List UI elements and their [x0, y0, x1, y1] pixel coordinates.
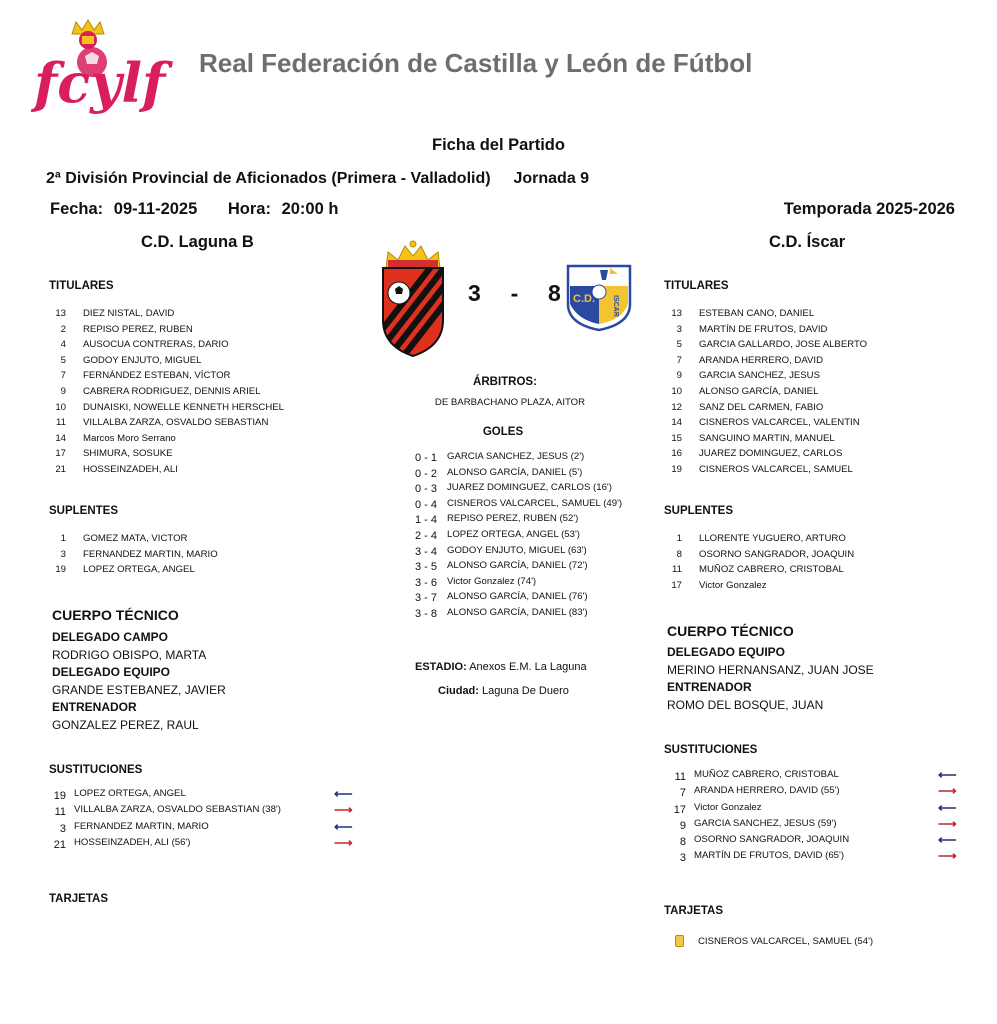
player-name: ARANDA HERRERO, DAVID	[699, 354, 824, 366]
sub-player-name: HOSSEINZADEH, ALI (56')	[74, 836, 191, 848]
player-row	[662, 531, 854, 547]
away-cards-list	[675, 935, 873, 947]
federation-title: Real Federación de Castilla y León de Fútbol	[199, 48, 753, 78]
arrow-left-icon: ⟵	[334, 786, 353, 801]
score-separator: -	[510, 280, 520, 306]
player-row	[46, 446, 284, 462]
hora-value: 20:00 h	[281, 200, 339, 218]
substitution-row	[50, 804, 360, 820]
sub-player-name: MUÑOZ CABRERO, CRISTOBAL	[694, 769, 839, 780]
player-row	[46, 368, 284, 384]
city-name: Laguna De Duero	[482, 685, 569, 697]
staff-role: ENTRENADOR	[52, 700, 137, 715]
player-row	[662, 384, 867, 400]
player-row	[662, 368, 867, 384]
sub-player-name: ARANDA HERRERO, DAVID (55')	[694, 785, 840, 797]
arrow-left-icon: ⟵	[938, 799, 957, 815]
goal-score: 3 - 4	[414, 545, 437, 558]
goal-score: 3 - 7	[414, 592, 437, 605]
goal-score: 0 - 3	[414, 483, 437, 496]
player-number: 7	[60, 370, 66, 382]
home-cards-label: TARJETAS	[49, 893, 108, 905]
home-staff-list	[52, 629, 226, 735]
away-staff-label: CUERPO TÉCNICO	[667, 623, 794, 639]
referee-name: DE BARBACHANO PLAZA, AITOR	[434, 397, 586, 408]
fecha-value: 09-11-2025	[113, 200, 198, 218]
goal-scorer: CISNEROS VALCARCEL, SAMUEL (49')	[447, 497, 623, 509]
player-number: 16	[671, 448, 682, 460]
svg-text:ISCAR: ISCAR	[612, 295, 619, 317]
arrow-left-icon: ⟵	[938, 832, 957, 848]
staff-name: GONZALEZ PEREZ, RAUL	[52, 717, 199, 732]
goal-scorer: ALONSO GARCÍA, DANIEL (5')	[447, 466, 583, 478]
player-row	[662, 322, 867, 338]
staff-role: DELEGADO EQUIPO	[52, 665, 171, 680]
sub-number: 8	[679, 836, 686, 849]
player-number: 11	[56, 417, 66, 429]
player-name: GARCIA SANCHEZ, JESUS	[699, 370, 821, 382]
player-name: GODOY ENJUTO, MIGUEL	[83, 354, 202, 366]
arrow-left-icon: ⟵	[334, 818, 353, 834]
city-line	[438, 685, 569, 697]
player-row	[46, 547, 218, 563]
away-team-crest	[566, 264, 632, 332]
goal-score: 0 - 2	[414, 467, 437, 480]
player-name: SANZ DEL CARMEN, FABIO	[699, 401, 824, 413]
goal-scorer: REPISO PEREZ, RUBEN (52')	[447, 513, 579, 525]
player-row	[662, 306, 867, 322]
player-name: GARCIA GALLARDO, JOSE ALBERTO	[699, 339, 868, 351]
player-number: 15	[671, 432, 682, 444]
player-name: MARTÍN DE FRUTOS, DAVID	[699, 323, 828, 335]
goal-score: 3 - 6	[414, 576, 437, 589]
away-cards-label: TARJETAS	[664, 905, 723, 917]
player-row	[46, 322, 284, 338]
player-row	[46, 562, 218, 578]
sub-number: 11	[674, 771, 686, 783]
player-row	[662, 462, 867, 478]
player-number: 2	[60, 323, 66, 335]
sub-player-name: GARCIA SANCHEZ, JESUS (59')	[694, 817, 837, 829]
goal-score: 3 - 5	[414, 561, 437, 574]
svg-text:C.D.: C.D.	[573, 293, 595, 305]
player-name: FERNANDEZ MARTIN, MARIO	[83, 548, 218, 560]
player-number: 3	[60, 548, 66, 560]
player-name: LLORENTE YUGUERO, ARTURO	[699, 533, 846, 544]
federation-logo	[32, 16, 166, 120]
player-number: 17	[55, 448, 66, 460]
substitution-row	[670, 799, 960, 818]
player-name: DUNAISKI, NOWELLE KENNETH HERSCHEL	[83, 401, 284, 413]
goal-scorer: JUAREZ DOMINGUEZ, CARLOS (16')	[447, 482, 612, 494]
home-titulares-label: TITULARES	[49, 280, 114, 292]
staff-name: MERINO HERNANSANZ, JUAN JOSE	[667, 662, 874, 677]
player-number: 19	[671, 463, 682, 475]
player-row	[662, 431, 867, 447]
player-number: 14	[671, 417, 682, 429]
goal-scorer: Victor Gonzalez (74')	[447, 575, 537, 587]
player-number: 17	[671, 579, 682, 591]
player-name: CABRERA RODRIGUEZ, DENNIS ARIEL	[83, 385, 261, 397]
staff-role: ENTRENADOR	[667, 680, 752, 695]
goal-score: 3 - 8	[414, 607, 437, 620]
arrow-left-icon: ⟵	[938, 767, 957, 782]
player-row	[46, 306, 284, 322]
player-row	[46, 337, 284, 353]
goal-score: 1 - 4	[414, 514, 437, 527]
staff-role: DELEGADO EQUIPO	[667, 645, 786, 659]
player-number: 21	[55, 463, 66, 475]
player-number: 5	[676, 339, 682, 351]
player-name: FERNÁNDEZ ESTEBAN, VÍCTOR	[83, 370, 231, 382]
stadium-label: ESTADIO:	[415, 661, 467, 673]
final-score	[468, 280, 562, 307]
staff-name: RODRIGO OBISPO, MARTA	[52, 647, 207, 662]
division-line	[46, 170, 589, 188]
goal-scorer: GARCIA SANCHEZ, JESUS (2')	[447, 451, 585, 462]
goals-label: GOLES	[482, 426, 524, 438]
player-number: 11	[672, 564, 682, 576]
player-name: Marcos Moro Serrano	[83, 432, 176, 444]
goal-scorer: GODOY ENJUTO, MIGUEL (63')	[447, 544, 587, 556]
player-number: 9	[60, 385, 66, 397]
goal-scorer: ALONSO GARCÍA, DANIEL (83')	[447, 606, 588, 618]
player-row	[662, 353, 867, 369]
away-suplentes-label: SUPLENTES	[664, 505, 734, 517]
player-name: JUAREZ DOMINGUEZ, CARLOS	[699, 448, 843, 460]
home-team-crest	[380, 238, 446, 358]
goal-score: 0 - 4	[414, 498, 437, 511]
home-subs-label: SUSTITUCIONES	[49, 764, 143, 776]
goal-row	[0, 498, 997, 514]
player-number: 10	[671, 385, 682, 397]
goal-scorer: LOPEZ ORTEGA, ANGEL (53')	[447, 528, 580, 540]
home-suplentes-label: SUPLENTES	[49, 505, 119, 517]
player-row	[662, 547, 854, 563]
player-row	[46, 384, 284, 400]
player-number: 19	[55, 564, 66, 576]
arrow-right-icon: ⟶	[938, 848, 957, 864]
player-name: SANGUINO MARTIN, MANUEL	[699, 432, 835, 444]
sub-number: 3	[59, 822, 66, 835]
player-number: 5	[60, 354, 66, 366]
substitution-row	[50, 818, 360, 837]
home-staff-label: CUERPO TÉCNICO	[52, 607, 179, 623]
away-suplentes-list	[662, 531, 854, 593]
sub-player-name: FERNANDEZ MARTIN, MARIO	[74, 820, 209, 832]
player-number: 12	[671, 401, 682, 413]
player-name: AUSOCUA CONTRERAS, DARIO	[83, 339, 229, 351]
substitution-row	[670, 850, 960, 866]
substitution-row	[50, 788, 360, 804]
player-row	[662, 337, 867, 353]
referees-label: ÁRBITROS:	[473, 376, 537, 388]
player-number: 4	[60, 339, 66, 351]
goal-scorer: ALONSO GARCÍA, DANIEL (76')	[447, 591, 588, 603]
goal-score: 2 - 4	[414, 529, 437, 542]
player-number: 13	[671, 308, 682, 319]
sub-player-name: LOPEZ ORTEGA, ANGEL	[74, 788, 186, 799]
goal-row	[0, 591, 997, 607]
player-number: 14	[55, 432, 66, 444]
goal-row	[0, 513, 997, 529]
away-team-name: C.D. Íscar	[769, 233, 846, 251]
player-number: 3	[676, 323, 682, 335]
sub-player-name: OSORNO SANGRADOR, JOAQUIN	[694, 834, 850, 846]
staff-role: DELEGADO CAMPO	[52, 630, 169, 644]
player-name: OSORNO SANGRADOR, JOAQUIN	[699, 548, 855, 560]
player-row	[662, 415, 867, 431]
home-score: 3	[468, 280, 482, 306]
player-row	[46, 400, 284, 416]
player-row	[662, 578, 854, 594]
player-row	[662, 400, 867, 416]
substitution-row	[670, 815, 960, 834]
player-name: LOPEZ ORTEGA, ANGEL	[83, 564, 195, 576]
player-number: 1	[60, 533, 66, 544]
away-titulares-list	[662, 306, 867, 478]
home-subs-list	[50, 788, 360, 853]
away-subs-list	[670, 769, 960, 867]
player-number: 10	[55, 401, 66, 413]
away-staff-list	[667, 644, 874, 714]
player-name: ESTEBAN CANO, DANIEL	[699, 308, 815, 319]
sub-player-name: MARTÍN DE FRUTOS, DAVID (65')	[694, 850, 845, 862]
card-player-name: CISNEROS VALCARCEL, SAMUEL (54')	[698, 935, 874, 947]
away-titulares-label: TITULARES	[664, 280, 729, 292]
hora-label: Hora:	[227, 200, 271, 218]
goal-score: 0 - 1	[414, 452, 437, 464]
sheet-title: Ficha del Partido	[432, 136, 565, 154]
home-team-name: C.D. Laguna B	[141, 233, 254, 251]
sub-number: 9	[679, 819, 686, 832]
yellow-card-icon	[675, 935, 684, 947]
player-name: GOMEZ MATA, VICTOR	[83, 533, 188, 544]
player-row	[46, 415, 284, 431]
substitution-row	[670, 785, 960, 801]
substitution-row	[50, 834, 360, 853]
away-subs-label: SUSTITUCIONES	[664, 744, 758, 756]
season: Temporada 2025-2026	[783, 200, 955, 218]
staff-name: ROMO DEL BOSQUE, JUAN	[667, 697, 824, 712]
staff-name: GRANDE ESTEBANEZ, JAVIER	[52, 682, 226, 697]
player-number: 13	[55, 308, 66, 319]
crown-icon	[72, 20, 104, 49]
player-name: Victor Gonzalez	[699, 579, 767, 591]
player-name: CISNEROS VALCARCEL, SAMUEL	[699, 463, 853, 475]
player-name: CISNEROS VALCARCEL, VALENTIN	[699, 417, 860, 429]
goal-row	[0, 482, 997, 498]
player-name: ALONSO GARCÍA, DANIEL	[699, 385, 819, 397]
sub-number: 11	[54, 806, 66, 819]
player-name: HOSSEINZADEH, ALI	[83, 463, 178, 475]
player-row	[46, 431, 284, 447]
city-label: Ciudad:	[438, 685, 479, 697]
sub-player-name: Victor Gonzalez	[694, 801, 762, 813]
player-row	[46, 462, 284, 478]
division-name: 2ª División Provincial de Aficionados (Primera - Valladolid)	[46, 170, 491, 187]
sub-number: 3	[679, 852, 686, 865]
stadium-line	[415, 661, 587, 673]
home-suplentes-list	[46, 531, 218, 578]
player-number: 8	[676, 548, 682, 560]
player-row	[662, 562, 854, 578]
arrow-right-icon: ⟶	[334, 802, 353, 818]
player-name: MUÑOZ CABRERO, CRISTOBAL	[699, 564, 844, 576]
player-name: REPISO PEREZ, RUBEN	[83, 323, 193, 335]
substitution-row	[670, 834, 960, 850]
arrow-right-icon: ⟶	[938, 783, 957, 799]
player-number: 9	[676, 370, 682, 382]
player-row	[46, 531, 218, 547]
player-name: SHIMURA, SOSUKE	[83, 448, 173, 460]
date-time-line	[50, 200, 338, 219]
sub-number: 7	[679, 787, 686, 800]
player-row	[662, 446, 867, 462]
home-titulares-list	[46, 306, 284, 478]
sub-number: 19	[53, 790, 66, 802]
arrow-right-icon: ⟶	[938, 815, 957, 831]
sub-player-name: VILLALBA ZARZA, OSVALDO SEBASTIAN (38')	[74, 804, 281, 816]
sub-number: 21	[53, 838, 66, 851]
svg-text:fcylf: fcylf	[34, 51, 166, 115]
player-number: 1	[676, 533, 682, 544]
fecha-label: Fecha:	[50, 200, 104, 218]
card-row	[675, 935, 873, 947]
arrow-right-icon: ⟶	[334, 834, 353, 850]
sub-number: 17	[673, 803, 686, 816]
goal-scorer: ALONSO GARCÍA, DANIEL (72')	[447, 560, 588, 572]
stadium-name: Anexos E.M. La Laguna	[469, 661, 587, 673]
player-number: 7	[676, 354, 682, 366]
away-score: 8	[548, 280, 562, 306]
player-row	[46, 353, 284, 369]
player-name: DIEZ NISTAL, DAVID	[83, 308, 175, 319]
substitution-row	[670, 769, 960, 785]
player-name: VILLALBA ZARZA, OSVALDO SEBASTIAN	[83, 417, 269, 429]
jornada: Jornada 9	[513, 170, 590, 187]
